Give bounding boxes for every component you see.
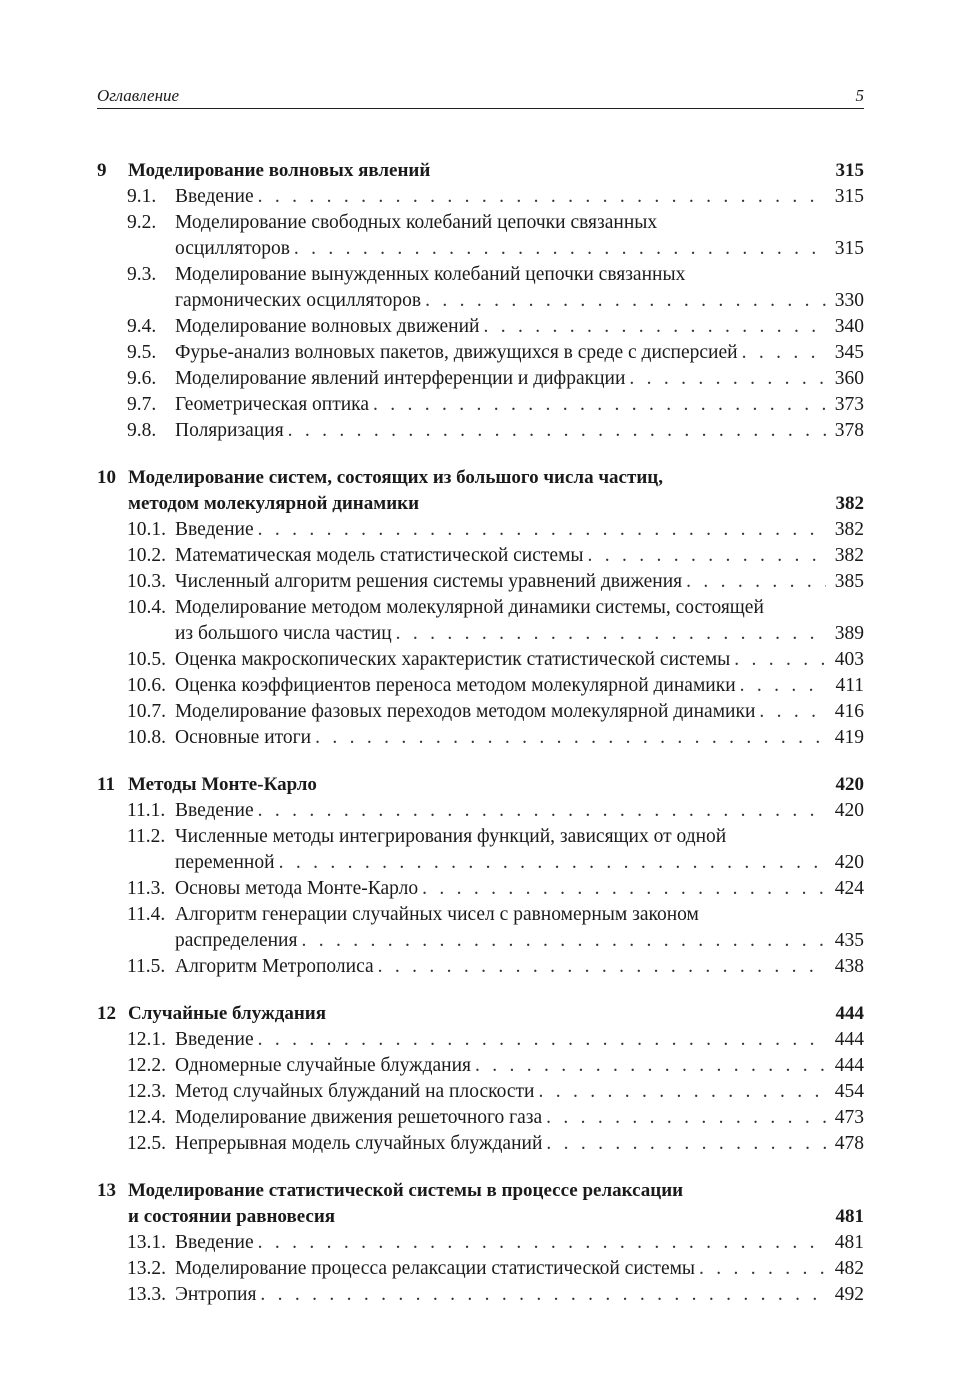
- section-title: Основы метода Монте-Карло: [175, 876, 422, 902]
- section-line: [97, 699, 864, 725]
- toc-chapter: [97, 465, 864, 751]
- section-title: Моделирование свободных колебаний цепочки связанных: [175, 210, 661, 236]
- chapter-entry: [128, 1178, 864, 1204]
- chapter-page-number: 481: [835, 1206, 864, 1227]
- section-title: Непрерывная модель случайных блужданий: [175, 1131, 546, 1157]
- section-number: 9.3.: [127, 264, 157, 285]
- section-body: [175, 928, 864, 954]
- dot-leader: [315, 725, 826, 751]
- chapter-page-number: 315: [835, 160, 864, 181]
- section-page-number: 345: [834, 342, 864, 363]
- section-title: Моделирование вынужденных колебаний цепочки связанных: [175, 262, 689, 288]
- section-body: [175, 725, 864, 751]
- section-line: [97, 1230, 864, 1256]
- section-number: 11.4.: [127, 904, 166, 925]
- section-number: 9.1.: [127, 186, 157, 207]
- section-title: Численный алгоритм решения системы уравнений движения: [175, 569, 686, 595]
- section-body: [175, 824, 864, 850]
- section-title: Моделирование явлений интерференции и дифракции: [175, 366, 629, 392]
- chapter-title: методом молекулярной динамики: [128, 491, 423, 517]
- section-body: [175, 1256, 864, 1282]
- dot-leader: [258, 1027, 826, 1053]
- section-entry: [175, 418, 864, 444]
- chapter-title: Моделирование волновых явлений: [128, 158, 434, 184]
- dot-leader: [373, 392, 826, 418]
- section-line: [97, 1105, 864, 1131]
- chapter-heading-line: [97, 1204, 864, 1230]
- section-number: 9.4.: [127, 316, 157, 337]
- chapter-page-number: 382: [835, 493, 864, 514]
- chapter-number: 9: [97, 160, 107, 181]
- section-number: 13.1.: [127, 1232, 166, 1253]
- section-title: переменной: [175, 850, 279, 876]
- section-title: Математическая модель статистической системы: [175, 543, 588, 569]
- section-entry: [175, 262, 864, 288]
- section-number: 9.6.: [127, 368, 157, 389]
- dot-leader: [686, 569, 826, 595]
- section-line: [97, 954, 864, 980]
- running-header-page-number: 5: [855, 86, 864, 105]
- section-page-number: 403: [834, 649, 864, 670]
- section-body: [175, 184, 864, 210]
- section-number: 13.2.: [127, 1258, 166, 1279]
- section-entry: [175, 1230, 864, 1256]
- section-line: [97, 725, 864, 751]
- section-entry: [175, 392, 864, 418]
- dot-leader: [378, 954, 826, 980]
- section-title: Введение: [175, 1027, 258, 1053]
- section-title: Моделирование движения решеточного газа: [175, 1105, 546, 1131]
- section-line: [97, 902, 864, 928]
- section-title: гармонических осцилляторов: [175, 288, 425, 314]
- section-body: [175, 1230, 864, 1256]
- section-page-number: 438: [834, 956, 864, 977]
- dot-leader: [475, 1053, 826, 1079]
- chapter-heading-line: [97, 158, 864, 184]
- section-body: [175, 798, 864, 824]
- chapter-page-number: 444: [835, 1003, 864, 1024]
- section-body: [175, 1053, 864, 1079]
- section-page-number: 340: [834, 316, 864, 337]
- section-entry: [175, 366, 864, 392]
- section-page-number: 382: [834, 519, 864, 540]
- dot-leader: [546, 1131, 826, 1157]
- section-entry: [175, 876, 864, 902]
- dot-leader: [699, 1256, 826, 1282]
- section-page-number: 419: [834, 727, 864, 748]
- section-number: 9.2.: [127, 212, 157, 233]
- section-entry: [175, 1079, 864, 1105]
- section-body: [175, 876, 864, 902]
- chapter-heading-line: [97, 1178, 864, 1204]
- section-entry: [175, 850, 864, 876]
- section-body: [175, 262, 864, 288]
- section-body: [175, 595, 864, 621]
- section-body: [175, 392, 864, 418]
- chapter-heading-body: [128, 465, 864, 491]
- section-body: [175, 1027, 864, 1053]
- section-page-number: 473: [834, 1107, 864, 1128]
- chapter-title: и состоянии равновесия: [128, 1204, 339, 1230]
- section-entry: [175, 1027, 864, 1053]
- running-header: [97, 84, 864, 109]
- section-page-number: 416: [834, 701, 864, 722]
- section-line: [97, 928, 864, 954]
- dot-leader: [396, 621, 826, 647]
- section-title: Моделирование методом молекулярной динамики системы, состоящей: [175, 595, 768, 621]
- section-line: [97, 392, 864, 418]
- section-title: Основные итоги: [175, 725, 315, 751]
- dot-leader: [538, 1079, 826, 1105]
- section-title: из большого числа частиц: [175, 621, 396, 647]
- chapter-heading-body: [128, 491, 864, 517]
- section-page-number: 420: [834, 800, 864, 821]
- section-line: [97, 418, 864, 444]
- chapter-number: 10: [97, 467, 116, 488]
- chapter-heading-body: [128, 1178, 864, 1204]
- dot-leader: [294, 236, 826, 262]
- chapter-entry: [128, 491, 864, 517]
- section-body: [175, 210, 864, 236]
- section-page-number: 478: [834, 1133, 864, 1154]
- section-body: [175, 850, 864, 876]
- section-line: [97, 517, 864, 543]
- section-number: 12.1.: [127, 1029, 166, 1050]
- toc-chapter: [97, 772, 864, 980]
- section-line: [97, 366, 864, 392]
- chapter-heading-body: [128, 772, 864, 798]
- chapter-entry: [128, 1001, 864, 1027]
- dot-leader: [734, 647, 826, 673]
- section-body: [175, 418, 864, 444]
- section-title: осцилляторов: [175, 236, 294, 262]
- dot-leader: [546, 1105, 826, 1131]
- section-body: [175, 647, 864, 673]
- section-number: 11.3.: [127, 878, 166, 899]
- section-page-number: 435: [834, 930, 864, 951]
- section-entry: [175, 1256, 864, 1282]
- section-title: распределения: [175, 928, 301, 954]
- section-entry: [175, 647, 864, 673]
- dot-leader: [260, 1282, 826, 1308]
- section-number: 12.2.: [127, 1055, 166, 1076]
- section-entry: [175, 1282, 864, 1308]
- section-entry: [175, 210, 864, 236]
- section-page-number: 411: [835, 675, 864, 696]
- section-line: [97, 1256, 864, 1282]
- section-page-number: 330: [834, 290, 864, 311]
- section-line: [97, 824, 864, 850]
- section-number: 11.1.: [127, 800, 166, 821]
- section-title: Геометрическая оптика: [175, 392, 373, 418]
- section-title: Одномерные случайные блуждания: [175, 1053, 475, 1079]
- section-line: [97, 262, 864, 288]
- section-body: [175, 954, 864, 980]
- section-entry: [175, 569, 864, 595]
- section-body: [175, 1282, 864, 1308]
- section-title: Введение: [175, 798, 258, 824]
- chapter-entry: [128, 1204, 864, 1230]
- section-body: [175, 1105, 864, 1131]
- section-number: 11.2.: [127, 826, 166, 847]
- section-entry: [175, 314, 864, 340]
- section-entry: [175, 340, 864, 366]
- section-entry: [175, 595, 864, 621]
- section-entry: [175, 824, 864, 850]
- dot-leader: [742, 340, 826, 366]
- section-entry: [175, 543, 864, 569]
- chapter-heading-line: [97, 465, 864, 491]
- section-body: [175, 340, 864, 366]
- section-entry: [175, 673, 864, 699]
- section-title: Алгоритм Метрополиса: [175, 954, 378, 980]
- section-body: [175, 517, 864, 543]
- section-line: [97, 340, 864, 366]
- section-line: [97, 314, 864, 340]
- section-number: 12.5.: [127, 1133, 166, 1154]
- section-title: Моделирование процесса релаксации статистической системы: [175, 1256, 699, 1282]
- section-entry: [175, 1131, 864, 1157]
- section-number: 11.5.: [127, 956, 166, 977]
- chapter-heading-line: [97, 1001, 864, 1027]
- section-body: [175, 1131, 864, 1157]
- section-page-number: 382: [834, 545, 864, 566]
- section-number: 12.3.: [127, 1081, 166, 1102]
- toc-chapter: [97, 1178, 864, 1308]
- section-page-number: 385: [834, 571, 864, 592]
- section-body: [175, 314, 864, 340]
- section-number: 13.3.: [127, 1284, 166, 1305]
- dot-leader: [588, 543, 826, 569]
- section-page-number: 444: [834, 1029, 864, 1050]
- section-page-number: 492: [834, 1284, 864, 1305]
- section-number: 9.8.: [127, 420, 157, 441]
- section-title: Поляризация: [175, 418, 288, 444]
- section-page-number: 454: [834, 1081, 864, 1102]
- section-entry: [175, 954, 864, 980]
- section-number: 10.7.: [127, 701, 166, 722]
- section-title: Энтропия: [175, 1282, 260, 1308]
- section-title: Введение: [175, 517, 258, 543]
- section-line: [97, 236, 864, 262]
- section-page-number: 389: [834, 623, 864, 644]
- section-number: 10.5.: [127, 649, 166, 670]
- section-line: [97, 621, 864, 647]
- section-title: Введение: [175, 1230, 258, 1256]
- section-line: [97, 850, 864, 876]
- section-title: Метод случайных блужданий на плоскости: [175, 1079, 538, 1105]
- toc-chapter: [97, 158, 864, 444]
- section-body: [175, 673, 864, 699]
- section-number: 10.1.: [127, 519, 166, 540]
- dot-leader: [258, 1230, 826, 1256]
- toc-chapter: [97, 1001, 864, 1157]
- section-body: [175, 288, 864, 314]
- section-page-number: 482: [834, 1258, 864, 1279]
- section-page-number: 360: [834, 368, 864, 389]
- section-title: Алгоритм генерации случайных чисел с равномерным законом: [175, 902, 703, 928]
- section-line: [97, 184, 864, 210]
- chapter-number: 13: [97, 1180, 116, 1201]
- dot-leader: [258, 184, 826, 210]
- section-number: 10.6.: [127, 675, 166, 696]
- section-line: [97, 1079, 864, 1105]
- section-line: [97, 543, 864, 569]
- dot-leader: [759, 699, 826, 725]
- section-entry: [175, 517, 864, 543]
- section-page-number: 420: [834, 852, 864, 873]
- section-number: 9.5.: [127, 342, 157, 363]
- section-title: Введение: [175, 184, 258, 210]
- section-line: [97, 1131, 864, 1157]
- section-body: [175, 699, 864, 725]
- section-entry: [175, 699, 864, 725]
- chapter-page-number: 420: [835, 774, 864, 795]
- section-entry: [175, 288, 864, 314]
- section-entry: [175, 184, 864, 210]
- section-line: [97, 569, 864, 595]
- section-number: 10.3.: [127, 571, 166, 592]
- section-body: [175, 236, 864, 262]
- section-line: [97, 647, 864, 673]
- section-number: 10.4.: [127, 597, 166, 618]
- section-entry: [175, 928, 864, 954]
- running-header-title: Оглавление: [97, 86, 180, 105]
- chapter-entry: [128, 772, 864, 798]
- chapter-number: 11: [97, 774, 115, 795]
- section-page-number: 315: [834, 186, 864, 207]
- chapter-title: Моделирование статистической системы в процессе релаксации: [128, 1178, 687, 1204]
- section-line: [97, 595, 864, 621]
- dot-leader: [422, 876, 826, 902]
- section-body: [175, 621, 864, 647]
- section-page-number: 424: [834, 878, 864, 899]
- section-line: [97, 673, 864, 699]
- section-number: 9.7.: [127, 394, 157, 415]
- chapter-heading-body: [128, 1001, 864, 1027]
- section-line: [97, 1053, 864, 1079]
- section-line: [97, 798, 864, 824]
- section-title: Моделирование волновых движений: [175, 314, 483, 340]
- section-title: Оценка коэффициентов переноса методом молекулярной динамики: [175, 673, 740, 699]
- dot-leader: [425, 288, 826, 314]
- chapter-title: Методы Монте-Карло: [128, 772, 321, 798]
- section-page-number: 315: [834, 238, 864, 259]
- section-page-number: 378: [834, 420, 864, 441]
- section-title: Фурье-анализ волновых пакетов, движущихся в среде с дисперсией: [175, 340, 742, 366]
- section-entry: [175, 798, 864, 824]
- dot-leader: [740, 673, 826, 699]
- dot-leader: [279, 850, 826, 876]
- dot-leader: [629, 366, 826, 392]
- chapter-entry: [128, 465, 864, 491]
- section-entry: [175, 902, 864, 928]
- section-line: [97, 876, 864, 902]
- section-number: 12.4.: [127, 1107, 166, 1128]
- dot-leader: [301, 928, 826, 954]
- chapter-title: Моделирование систем, состоящих из большого числа частиц,: [128, 465, 667, 491]
- section-entry: [175, 725, 864, 751]
- dot-leader: [288, 418, 826, 444]
- section-line: [97, 1282, 864, 1308]
- chapter-number: 12: [97, 1003, 116, 1024]
- section-body: [175, 569, 864, 595]
- table-of-contents: [97, 158, 864, 1329]
- dot-leader: [258, 798, 826, 824]
- section-page-number: 444: [834, 1055, 864, 1076]
- chapter-title: Случайные блуждания: [128, 1001, 330, 1027]
- chapter-heading-line: [97, 491, 864, 517]
- section-body: [175, 366, 864, 392]
- section-body: [175, 543, 864, 569]
- section-body: [175, 1079, 864, 1105]
- section-entry: [175, 621, 864, 647]
- section-title: Моделирование фазовых переходов методом молекулярной динамики: [175, 699, 759, 725]
- section-number: 10.2.: [127, 545, 166, 566]
- section-line: [97, 1027, 864, 1053]
- chapter-heading-line: [97, 772, 864, 798]
- dot-leader: [483, 314, 826, 340]
- section-entry: [175, 1053, 864, 1079]
- chapter-heading-body: [128, 1204, 864, 1230]
- section-page-number: 481: [834, 1232, 864, 1253]
- chapter-heading-body: [128, 158, 864, 184]
- section-line: [97, 210, 864, 236]
- chapter-entry: [128, 158, 864, 184]
- dot-leader: [258, 517, 826, 543]
- section-body: [175, 902, 864, 928]
- section-entry: [175, 236, 864, 262]
- section-title: Оценка макроскопических характеристик статистической системы: [175, 647, 734, 673]
- section-entry: [175, 1105, 864, 1131]
- section-title: Численные методы интегрирования функций, зависящих от одной: [175, 824, 730, 850]
- section-page-number: 373: [834, 394, 864, 415]
- section-number: 10.8.: [127, 727, 166, 748]
- section-line: [97, 288, 864, 314]
